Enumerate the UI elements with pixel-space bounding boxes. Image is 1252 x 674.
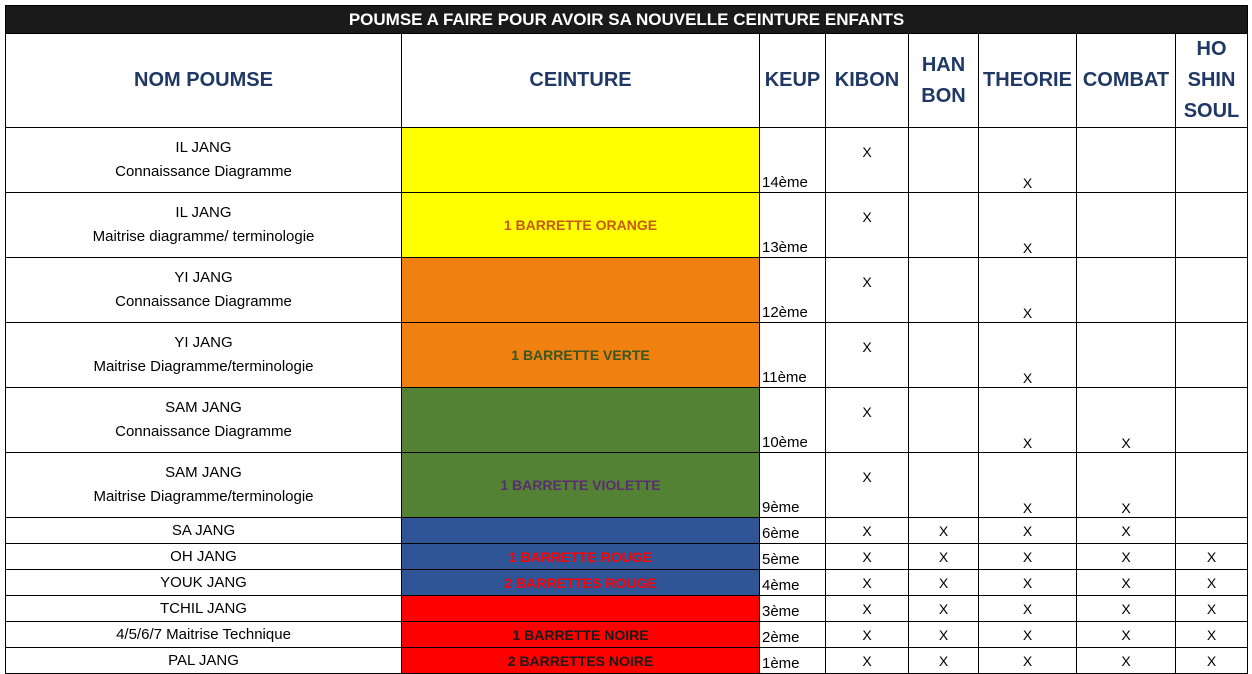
belt-color-cell [402, 388, 760, 453]
kibon-mark-cell: X [826, 388, 909, 453]
poumse-name: IL JANG [175, 139, 232, 156]
poumse-name: YI JANG [174, 269, 233, 286]
table-row [6, 193, 1248, 258]
combat-mark-cell: X [1077, 518, 1176, 544]
theorie-mark-cell: X [979, 518, 1077, 544]
kibon-mark-cell: X [826, 570, 909, 596]
kibon-mark-cell: X [826, 544, 909, 570]
poumse-detail: Connaissance Diagramme [115, 163, 292, 180]
kibon-mark-cell: X [826, 193, 909, 258]
kibon-mark-cell: X [826, 323, 909, 388]
poumse-name-cell [6, 323, 402, 388]
keup-cell: 4ème [760, 570, 826, 596]
hanbon-mark-cell [909, 193, 979, 258]
table-row [6, 258, 1248, 323]
poumse-name-cell [6, 453, 402, 518]
poumse-name: TCHIL JANG [160, 599, 247, 617]
hoshin-mark-cell: X [1176, 648, 1248, 674]
combat-mark-cell: X [1077, 648, 1176, 674]
poumse-name: YOUK JANG [160, 573, 247, 591]
header-hoshinsoul-line1: HO [1196, 38, 1227, 60]
keup-cell: 9ème [760, 453, 826, 518]
poumse-name-cell [6, 518, 402, 544]
header-hoshinsoul-line2: SHIN [1187, 69, 1236, 91]
theorie-mark-cell: X [979, 622, 1077, 648]
hoshin-mark-cell [1176, 388, 1248, 453]
keup-cell: 1ème [760, 648, 826, 674]
belt-color-cell: 1 BARRETTE NOIRE [402, 622, 760, 648]
hanbon-mark-cell: X [909, 544, 979, 570]
theorie-mark-cell: X [979, 128, 1077, 193]
hanbon-mark-cell: X [909, 570, 979, 596]
poumse-name-cell [6, 648, 402, 674]
combat-mark-cell: X [1077, 544, 1176, 570]
hoshin-mark-cell: X [1176, 596, 1248, 622]
belt-color-cell: 2 BARRETTES ROUGE [402, 570, 760, 596]
poumse-name: IL JANG [175, 204, 232, 221]
keup-cell: 2ème [760, 622, 826, 648]
table-row [6, 570, 1248, 596]
table-row [6, 453, 1248, 518]
hoshin-mark-cell: X [1176, 570, 1248, 596]
table-row [6, 544, 1248, 570]
combat-mark-cell: X [1077, 453, 1176, 518]
poumse-name: SA JANG [171, 521, 236, 539]
table-row [6, 596, 1248, 622]
belt-color-cell [402, 258, 760, 323]
belt-color-cell [402, 128, 760, 193]
belt-color-cell: 1 BARRETTE VIOLETTE [402, 453, 760, 518]
keup-cell: 3ème [760, 596, 826, 622]
header-hanbon-line2: BON [921, 84, 966, 107]
hanbon-mark-cell [909, 128, 979, 193]
combat-mark-cell: X [1077, 570, 1176, 596]
hanbon-mark-cell: X [909, 518, 979, 544]
belt-color-cell [402, 518, 760, 544]
combat-mark-cell [1077, 258, 1176, 323]
header-ceinture: CEINTURE [402, 34, 760, 128]
hoshin-mark-cell: X [1176, 544, 1248, 570]
poumse-detail: Maitrise Diagramme/terminologie [93, 358, 314, 375]
keup-cell: 13ème [760, 193, 826, 258]
hoshin-mark-cell [1176, 193, 1248, 258]
theorie-mark-cell: X [979, 388, 1077, 453]
poumse-name-cell [6, 570, 402, 596]
table-body [6, 128, 1248, 674]
theorie-mark-cell: X [979, 570, 1077, 596]
belt-color-cell: 1 BARRETTE ROUGE [402, 544, 760, 570]
header-keup: KEUP [760, 34, 826, 128]
header-hoshinsoul [1176, 34, 1248, 128]
hanbon-mark-cell [909, 323, 979, 388]
kibon-mark-cell: X [826, 453, 909, 518]
hanbon-mark-cell: X [909, 596, 979, 622]
theorie-mark-cell: X [979, 453, 1077, 518]
theorie-mark-cell: X [979, 544, 1077, 570]
keup-cell: 14ème [760, 128, 826, 193]
theorie-mark-cell: X [979, 648, 1077, 674]
belt-color-cell [402, 596, 760, 622]
hanbon-mark-cell [909, 453, 979, 518]
kibon-mark-cell: X [826, 596, 909, 622]
hoshin-mark-cell [1176, 128, 1248, 193]
header-combat: COMBAT [1077, 34, 1176, 128]
hanbon-mark-cell [909, 388, 979, 453]
hanbon-mark-cell [909, 258, 979, 323]
kibon-mark-cell: X [826, 622, 909, 648]
theorie-mark-cell: X [979, 596, 1077, 622]
kibon-mark-cell: X [826, 128, 909, 193]
poumse-name: SAM JANG [165, 399, 242, 416]
combat-mark-cell [1077, 193, 1176, 258]
poumse-name-cell [6, 258, 402, 323]
theorie-mark-cell: X [979, 323, 1077, 388]
title-row [6, 6, 1248, 34]
keup-cell: 5ème [760, 544, 826, 570]
table-row [6, 323, 1248, 388]
combat-mark-cell [1077, 128, 1176, 193]
hoshin-mark-cell [1176, 518, 1248, 544]
table-title: POUMSE A FAIRE POUR AVOIR SA NOUVELLE CEINTURE ENFANTS [6, 6, 1248, 34]
header-hanbon-line1: HAN [921, 53, 966, 76]
combat-mark-cell [1077, 323, 1176, 388]
poumse-name-cell [6, 388, 402, 453]
header-hanbon [909, 34, 979, 128]
table-row [6, 648, 1248, 674]
poumse-name-cell [6, 544, 402, 570]
kibon-mark-cell: X [826, 258, 909, 323]
hoshin-mark-cell [1176, 258, 1248, 323]
table-row [6, 622, 1248, 648]
table-row [6, 388, 1248, 453]
hanbon-mark-cell: X [909, 648, 979, 674]
poumse-name: PAL JANG [168, 651, 239, 669]
hoshin-mark-cell [1176, 323, 1248, 388]
poumse-detail: Maitrise diagramme/ terminologie [92, 228, 315, 245]
belt-color-cell: 2 BARRETTES NOIRE [402, 648, 760, 674]
kibon-mark-cell: X [826, 648, 909, 674]
theorie-mark-cell: X [979, 193, 1077, 258]
poumse-name-cell [6, 128, 402, 193]
poumse-name-cell [6, 622, 402, 648]
combat-mark-cell: X [1077, 622, 1176, 648]
poumse-detail: Maitrise Diagramme/terminologie [93, 488, 314, 505]
header-nom-poumse: NOM POUMSE [6, 34, 402, 128]
belt-color-cell: 1 BARRETTE ORANGE [402, 193, 760, 258]
poumse-name-cell [6, 193, 402, 258]
poumse-name: SAM JANG [165, 464, 242, 481]
keup-cell: 11ème [760, 323, 826, 388]
poumse-detail: Connaissance Diagramme [115, 423, 292, 440]
table-row [6, 128, 1248, 193]
combat-mark-cell: X [1077, 596, 1176, 622]
belt-color-cell: 1 BARRETTE VERTE [402, 323, 760, 388]
keup-cell: 10ème [760, 388, 826, 453]
hoshin-mark-cell: X [1176, 622, 1248, 648]
keup-cell: 12ème [760, 258, 826, 323]
theorie-mark-cell: X [979, 258, 1077, 323]
poumse-name: OH JANG [170, 547, 237, 565]
poumse-name-cell [6, 596, 402, 622]
header-hoshinsoul-line3: SOUL [1183, 100, 1240, 122]
combat-mark-cell: X [1077, 388, 1176, 453]
poumse-name: YI JANG [174, 334, 233, 351]
poumse-detail: Connaissance Diagramme [115, 293, 292, 310]
header-kibon: KIBON [826, 34, 909, 128]
keup-cell: 6ème [760, 518, 826, 544]
header-theorie: THEORIE [979, 34, 1077, 128]
hoshin-mark-cell [1176, 453, 1248, 518]
hanbon-mark-cell: X [909, 622, 979, 648]
header-row [6, 34, 1248, 128]
table-row [6, 518, 1248, 544]
kibon-mark-cell: X [826, 518, 909, 544]
poumse-name: 4/5/6/7 Maitrise Technique [116, 625, 291, 643]
